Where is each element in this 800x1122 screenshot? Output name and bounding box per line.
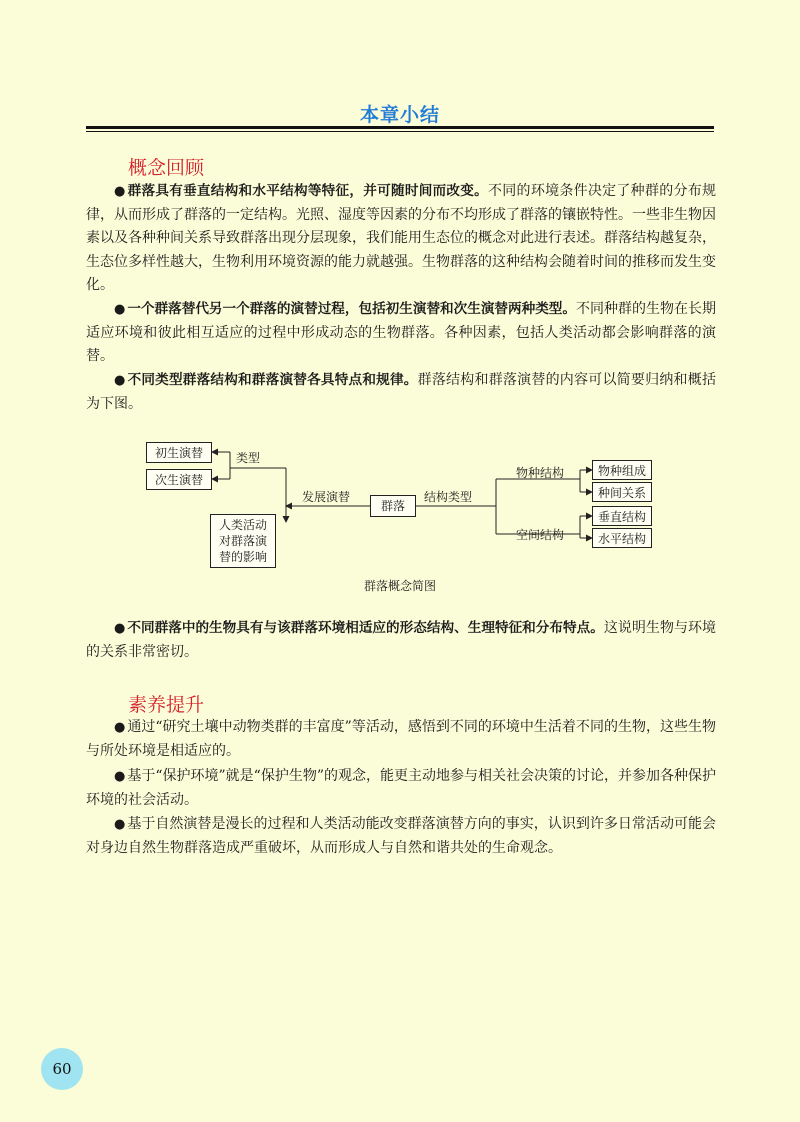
human-line-1: 人类活动 (218, 518, 267, 532)
concept-1-text: 不同的环境条件决定了种群的分布规律，从而形成了群落的一定结构。光照、湿度等因素的分布不均形成了群落的镶嵌特性。一些非生物因素以及各种种间关系导致群落出现分层现象，我们能用生态位的概念对此进行表述。群落结构越复杂，生态位多样性越大，生物利用环境资源的能力就越强。生物群落的这种结构会随着时间的推移而发生变化。 (86, 183, 717, 293)
literacy-paragraph-2 (86, 765, 716, 812)
bullet-icon: ● (114, 621, 126, 636)
title-rule-thin (86, 131, 714, 132)
literacy-3-text: 基于自然演替是漫长的过程和人类活动能改变群落演替方向的事实，认识到许多日常活动可能会对身边自然生物群落造成严重破坏，从而形成人与自然和谐共处的生命观念。 (86, 816, 716, 856)
literacy-paragraph-1 (86, 716, 716, 763)
box-interspecific-relations: 种间关系 (592, 482, 652, 502)
literacy-paragraph-3 (86, 813, 716, 860)
box-community: 群落 (370, 495, 416, 517)
box-vertical-structure: 垂直结构 (592, 506, 652, 526)
bullet-icon: ● (114, 769, 126, 784)
bullet-icon: ● (114, 302, 126, 317)
label-spatial-structure: 空间结构 (516, 528, 565, 542)
concept-3-text: 群落结构和群落演替的内容可以简要归纳和概括为下图。 (86, 372, 716, 412)
box-human-impact (210, 514, 276, 568)
diagram-caption: 群落概念简图 (363, 579, 436, 593)
literacy-heading: 素养提升 (128, 694, 205, 716)
concept-2-text: 不同种群的生物在长期适应环境和彼此相互适应的过程中形成动态的生物群落。各种因素，包括人类活动都会影响群落的演替。 (86, 301, 717, 364)
concept-4-key-point: 不同群落中的生物具有与该群落环境相适应的形态结构、生理特征和分布特点。 (127, 620, 604, 636)
concept-paragraph-2 (86, 298, 716, 369)
title-rule-thick (86, 126, 714, 129)
literacy-2-text: 基于“保护环境”就是“保护生物”的观念，能更主动地参与相关社会决策的讨论，并参加各种保护环境的社会活动。 (86, 768, 716, 808)
bullet-icon: ● (114, 184, 126, 199)
label-species-structure: 物种结构 (516, 466, 565, 480)
box-horizontal-structure: 水平结构 (592, 528, 652, 548)
concept-paragraph-1 (86, 180, 716, 298)
community-concept-diagram (140, 438, 660, 598)
concept-1-key-point: 群落具有垂直结构和水平结构等特征，并可随时间而改变。 (127, 183, 489, 199)
box-primary-succession: 初生演替 (146, 442, 212, 463)
concept-review-heading: 概念回顾 (128, 157, 205, 179)
bullet-icon: ● (114, 817, 126, 832)
concept-paragraph-3 (86, 369, 716, 416)
box-species-composition: 物种组成 (592, 460, 652, 480)
literacy-1-text: 通过“研究土壤中动物类群的丰富度”等活动，感悟到不同的环境中生活着不同的生物，这些生物与所处环境是相适应的。 (86, 719, 717, 759)
label-structure-type: 结构类型 (424, 490, 473, 504)
label-development-succession: 发展演替 (302, 490, 351, 504)
bullet-icon: ● (114, 720, 126, 735)
page-number: 60 (41, 1048, 83, 1090)
box-secondary-succession: 次生演替 (146, 469, 212, 490)
label-type: 类型 (236, 451, 261, 465)
chapter-summary-title: 本章小结 (359, 104, 440, 126)
concept-4-text: 这说明生物与环境的关系非常密切。 (86, 620, 717, 660)
concept-paragraph-4 (86, 617, 716, 664)
human-line-3: 替的影响 (218, 550, 267, 564)
human-line-2: 对群落演 (218, 534, 267, 548)
concept-2-key-point: 一个群落替代另一个群落的演替过程，包括初生演替和次生演替两种类型。 (127, 301, 576, 317)
bullet-icon: ● (114, 373, 126, 388)
concept-3-key-point: 不同类型群落结构和群落演替各具特点和规律。 (127, 372, 418, 388)
